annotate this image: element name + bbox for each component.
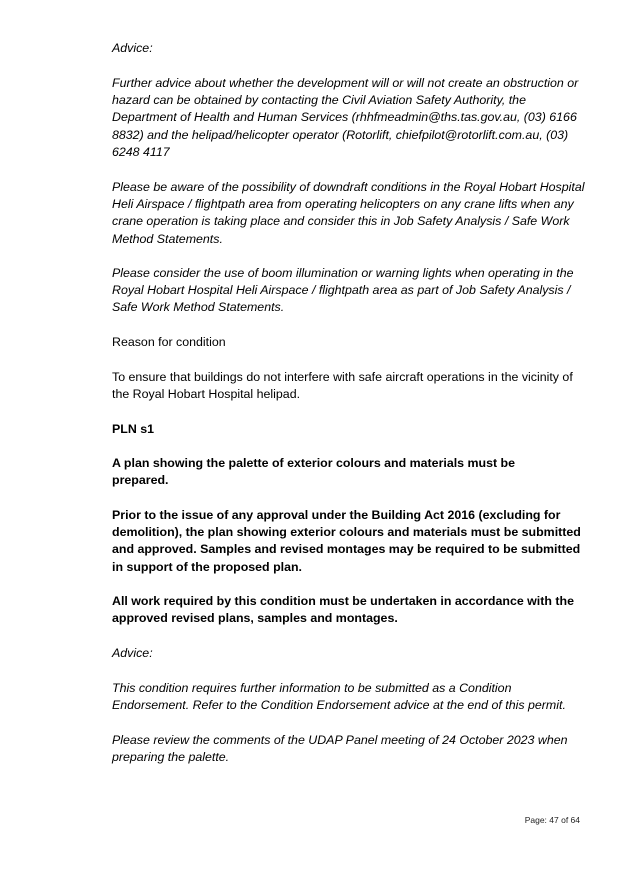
advice-paragraph-obstruction: Further advice about whether the development will or will not create an obstruction or hazard can be obtained by contacting the Civil Aviation Safety Authority, the Department of Health and Human Services (rhhfmeadmin@ths.tas.gov.au, (03) 6166 8832) and the helipad/helicopter operator (Rotorlift, chiefpilot@rotorlift.com.au, (03) 6248 4117 xyxy=(112,76,579,159)
advice-heading: Advice: xyxy=(112,41,153,55)
reason-heading: Reason for condition xyxy=(112,335,226,349)
advice-paragraph-downdraft: Please be aware of the possibility of downdraft conditions in the Royal Hobart Hospital Heli Airspace / flightpath area from operating helicopters on any crane lifts when any crane operation is taking place and consider this in Job Safety Analysis / Safe Work Method Statements. xyxy=(112,180,585,246)
condition-paragraph-work-required: All work required by this condition must be undertaken in accordance with the approved revised plans, samples and montages. xyxy=(112,594,574,626)
condition-code: PLN s1 xyxy=(112,422,155,436)
reason-paragraph: To ensure that buildings do not interfere with safe aircraft operations in the vicinity of the Royal Hobart Hospital helipad. xyxy=(112,370,573,402)
advice-paragraph-udap: Please review the comments of the UDAP Panel meeting of 24 October 2023 when preparing the palette. xyxy=(112,733,568,765)
advice-paragraph-boom-illumination: Please consider the use of boom illumination or warning lights when operating in the Royal Hobart Hospital Heli Airspace / flightpath area as part of Job Safety Analysis / Safe Work Method Statements. xyxy=(112,266,574,315)
condition-paragraph-building-act: Prior to the issue of any approval under the Building Act 2016 (excluding for demolition), the plan showing exterior colours and materials must be submitted and approved. Samples and revised montages may be required to be submitted in support of the proposed plan. xyxy=(112,508,581,574)
page-number: Page: 47 of 64 xyxy=(524,815,580,825)
advice-heading-2: Advice: xyxy=(112,646,153,660)
condition-paragraph-palette: A plan showing the palette of exterior colours and materials must be prepared. xyxy=(112,456,516,488)
advice-paragraph-endorsement: This condition requires further information to be submitted as a Condition Endorsement. Refer to the Condition Endorsement advice at the end of this permit. xyxy=(112,681,566,713)
